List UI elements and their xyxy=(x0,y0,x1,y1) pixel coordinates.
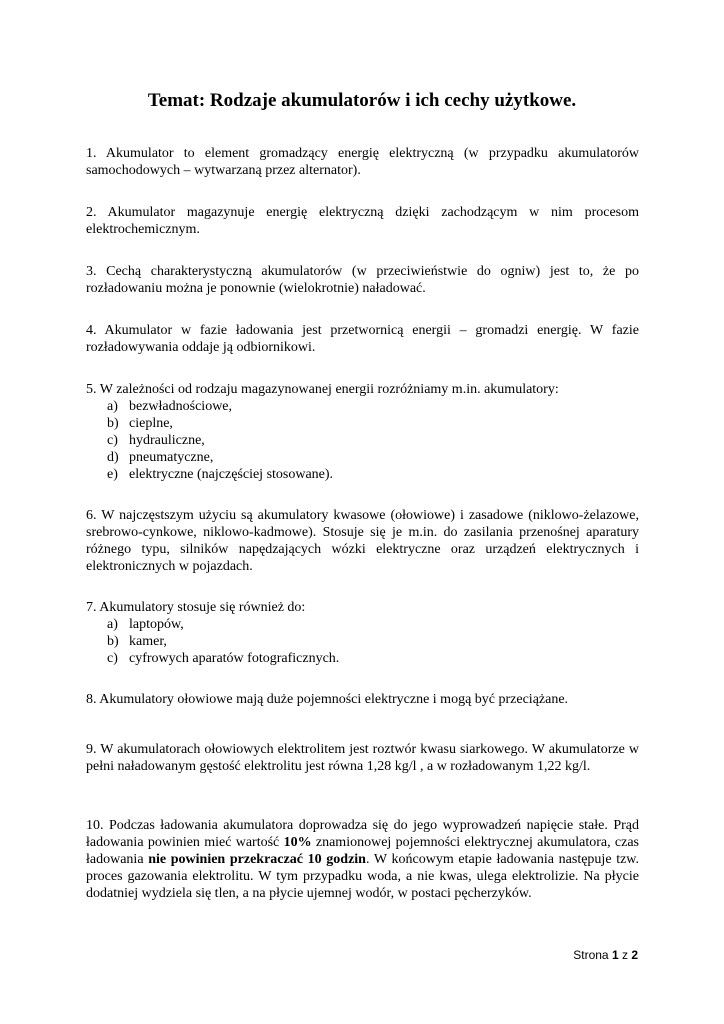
paragraph-6: 6. W najczęstszym użyciu są akumulatory kwasowe (ołowiowe) i zasadowe (niklowo-żelazowe, srebrowo-cynkowe, niklowo-kadmowe). Stosuje się je m.in. do zasilania przenośnej aparatury różnego typu, silników napędzających wózki elektryczne oraz urządzeń elektrycznych i elektronicznych w pojazdach. xyxy=(86,508,639,574)
paragraph-8: 8. Akumulatory ołowiowe mają duże pojemności elektryczne i mogą być przeciążane. xyxy=(86,692,569,707)
list-item: a) laptopów, xyxy=(107,617,184,632)
emphasis-percent: 10% xyxy=(283,835,312,850)
paragraph-10: 10. Podczas ładowania akumulatora doprowadza się do jego wyprowadzeń napięcie stałe. Prąd ładowania powinien mieć wartość 10% znamionowej pojemności elektrycznej akumulatora, czas ładowania nie powinien przekraczać 10 godzin. W końcowym etapie ładowania następuje tzw. proces gazowania elektrolitu. W tym przypadku woda, a nie kwas, ulega elektrolizie. Na płycie dodatniej wydziela się tlen, a na płycie ujemnej wodór, w postaci pęcherzyków. xyxy=(86,818,639,901)
list-item: b) kamer, xyxy=(107,634,167,649)
emphasis-charge-time: nie powinien przekraczać 10 godzin xyxy=(148,852,366,867)
paragraph-1: 1. Akumulator to element gromadzący energię elektryczną (w przypadku akumulatorów samochodowych – wytwarzaną przez alternator). xyxy=(86,146,639,178)
paragraph-4: 4. Akumulator w fazie ładowania jest przetwornicą energii – gromadzi energię. W fazie rozładowywania oddaje ją odbiornikowi. xyxy=(86,323,639,355)
current-page-number: 1 xyxy=(611,948,619,962)
list-item: e) elektryczne (najczęściej stosowane). xyxy=(107,467,334,482)
paragraph-5-lead: 5. W zależności od rodzaju magazynowanej energii rozróżniamy m.in. akumulatory: xyxy=(86,382,559,397)
list-item: b) cieplne, xyxy=(107,416,173,431)
paragraph-7-lead: 7. Akumulatory stosuje się również do: xyxy=(86,600,306,615)
list-item: c) hydrauliczne, xyxy=(107,433,205,448)
list-item: a) bezwładnościowe, xyxy=(107,399,233,414)
paragraph-9: 9. W akumulatorach ołowiowych elektrolitem jest roztwór kwasu siarkowego. W akumulatorze w pełni naładowanym gęstość elektrolitu jest równa 1,28 kg/l , a w rozładowanym 1,22 kg/l. xyxy=(86,742,639,774)
list-item: c) cyfrowych aparatów fotograficznych. xyxy=(107,651,340,666)
paragraph-3: 3. Cechą charakterystyczną akumulatorów (w przeciwieństwie do ogniw) jest to, że po rozładowaniu można je ponownie (wielokrotnie) naładować. xyxy=(86,264,639,296)
paragraph-2: 2. Akumulator magazynuje energię elektryczną dzięki zachodzącym w nim procesom elektrochemicznym. xyxy=(86,205,639,237)
list-energy-types xyxy=(86,398,333,483)
page-footer: Strona 1 z 2 xyxy=(573,948,638,962)
list-applications xyxy=(86,616,339,667)
page-title: Temat: Rodzaje akumulatorów i ich cechy użytkowe. xyxy=(147,90,577,111)
list-item: d) pneumatyczne, xyxy=(107,450,214,465)
total-pages-number: 2 xyxy=(631,948,638,962)
